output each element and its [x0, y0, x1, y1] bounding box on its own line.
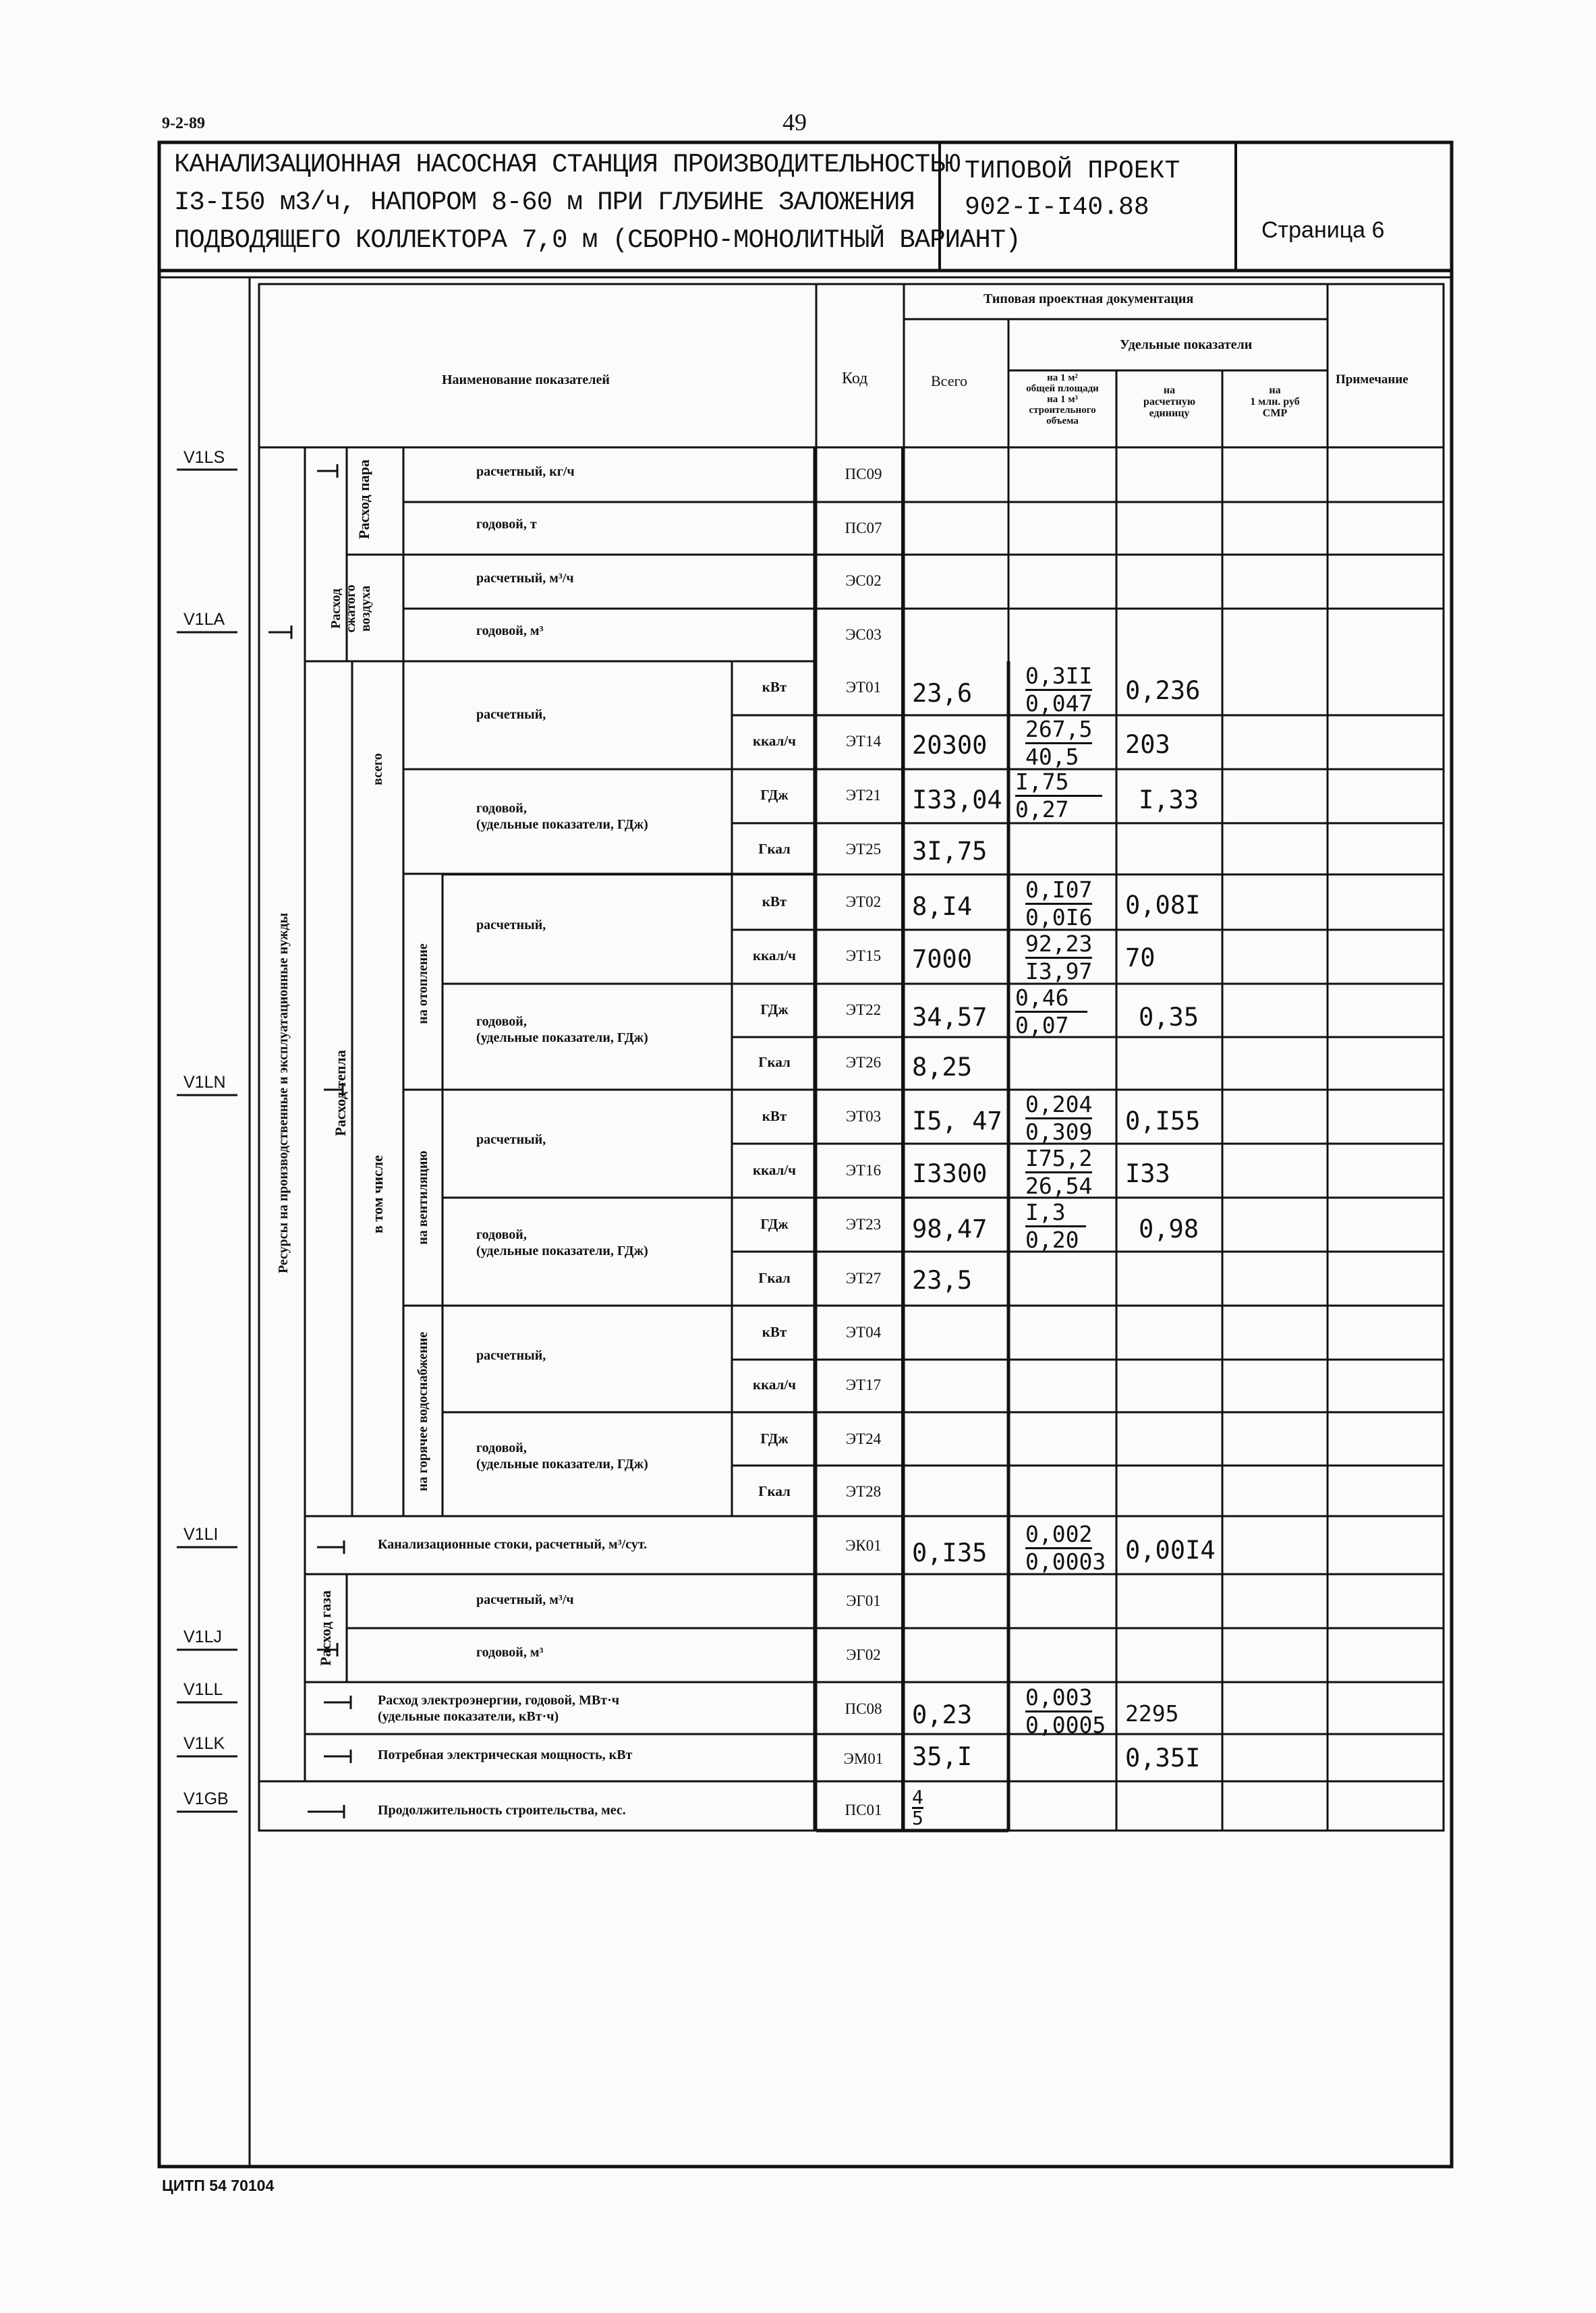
- code-cell: ЭТ21: [845, 787, 882, 804]
- code-cell: ЭТ26: [845, 1054, 882, 1071]
- code-cell: ЭТ22: [845, 1001, 882, 1018]
- row-label-steam-calc: расчетный, кг/ч: [476, 464, 575, 479]
- unit-gcal: Гкал: [758, 1270, 791, 1286]
- unit-gcal: Гкал: [758, 841, 791, 857]
- row-label-steam-year: годовой, т: [476, 517, 537, 532]
- side-code-v1la: V1LA: [183, 610, 225, 629]
- value-fraction: $\frac{I75,2}{26,54}$: [1025, 1145, 1093, 1199]
- value-per-unit: 0,08I: [1125, 891, 1201, 920]
- value-fraction: $\frac{0,46}{0,07}$: [1015, 985, 1103, 1038]
- row-label-air-year: годовой, м³: [476, 623, 544, 638]
- value-total: 23,6: [912, 679, 973, 708]
- row-label-duration: Продолжительность строительства, мес.: [378, 1803, 626, 1818]
- side-code-v1li: V1LI: [183, 1525, 219, 1544]
- row-label-power: Потребная электрическая мощность, кВт: [378, 1748, 633, 1762]
- value-per-unit: 2295: [1125, 1700, 1179, 1727]
- value-total: 35,I: [912, 1742, 973, 1771]
- code-cell: ЭТ25: [845, 841, 882, 858]
- value-per-unit: 0,I55: [1125, 1107, 1201, 1136]
- row-label-year: годовой, (удельные показатели, ГДж): [476, 1227, 648, 1258]
- value-per-unit: 0,98: [1139, 1215, 1199, 1244]
- code-cell: ПС09: [845, 466, 882, 482]
- group-resources: Ресурсы на производственные и эксплуатационные нужды: [276, 912, 291, 1274]
- code-cell: ЭТ24: [845, 1430, 882, 1447]
- code-cell: ЭГ01: [846, 1592, 881, 1609]
- value-total: 20300: [912, 731, 988, 760]
- code-cell: ПС08: [845, 1700, 882, 1717]
- row-label-calc: расчетный,: [476, 1132, 546, 1147]
- code-cell: ЭТ17: [845, 1376, 882, 1393]
- value-fraction: $\frac{0,003}{0,0005}$: [1025, 1684, 1106, 1738]
- column-header-per-unit: на расчетную единицу: [1143, 385, 1196, 419]
- series-number: 9-2-89: [162, 115, 205, 132]
- code-cell: ЭТ16: [845, 1162, 882, 1179]
- code-cell: ЭТ04: [845, 1324, 882, 1341]
- value-total: 0,I35: [912, 1538, 988, 1567]
- unit-kw: кВт: [762, 1108, 787, 1124]
- group-hot-water: на горячее водоснабжение: [416, 1331, 430, 1492]
- side-code-v1ln: V1LN: [183, 1073, 226, 1092]
- page-number: 49: [782, 109, 807, 136]
- value-total: 34,57: [912, 1003, 988, 1032]
- code-cell: ЭТ01: [845, 679, 882, 696]
- value-total: I3300: [912, 1159, 988, 1188]
- value-per-unit: 0,236: [1125, 676, 1201, 705]
- unit-gj: ГДж: [760, 787, 789, 803]
- group-heating: на отопление: [416, 943, 430, 1024]
- value-per-unit: 0,35: [1139, 1003, 1199, 1032]
- group-compressed-air: Расход сжатого воздуха: [329, 584, 373, 633]
- value-total: 7000: [912, 945, 973, 974]
- side-code-v1lk: V1LK: [183, 1734, 225, 1753]
- row-label-calc: расчетный,: [476, 918, 546, 932]
- group-heat: Расход тепла: [331, 1050, 349, 1136]
- code-cell: ЭТ15: [845, 947, 882, 964]
- column-header-name: Наименование показателей: [442, 372, 610, 387]
- column-header-code: Код: [842, 370, 868, 387]
- code-cell: ЭТ27: [845, 1270, 882, 1287]
- value-fraction: $\frac{267,5}{40,5}$: [1025, 716, 1093, 770]
- row-label-electricity: Расход электроэнергии, годовой, МВт·ч (удельные показатели, кВт·ч): [378, 1693, 620, 1724]
- unit-kw: кВт: [762, 893, 787, 910]
- row-label-year: годовой, (удельные показатели, ГДж): [476, 1441, 648, 1472]
- code-cell: ЭМ01: [843, 1750, 884, 1767]
- code-cell: ЭТ02: [845, 893, 882, 910]
- sheet-label: Страница 6: [1261, 217, 1385, 243]
- side-code-v1ls: V1LS: [183, 448, 225, 467]
- row-label-year: годовой, (удельные показатели, ГДж): [476, 801, 648, 832]
- code-cell: ЭТ23: [845, 1216, 882, 1233]
- value-per-unit: I33: [1125, 1159, 1170, 1188]
- unit-kw: кВт: [762, 679, 787, 695]
- unit-kcal: ккал/ч: [752, 947, 797, 964]
- row-label-air-calc: расчетный, м³/ч: [476, 571, 574, 586]
- unit-gcal: Гкал: [758, 1483, 791, 1499]
- column-header-documentation: Типовая проектная документация: [984, 291, 1194, 306]
- column-header-per-million-rub: на 1 млн. руб СМР: [1250, 385, 1300, 419]
- value-per-unit: 203: [1125, 730, 1170, 759]
- code-cell: ЭС03: [845, 626, 882, 643]
- unit-kcal: ккал/ч: [752, 1162, 797, 1178]
- value-fraction: $\frac{0,3II}{0,047}$: [1025, 663, 1093, 717]
- value-total: I5, 47: [912, 1107, 1002, 1136]
- value-total: I33,04: [912, 785, 1002, 814]
- row-label-gas-year: годовой, м³: [476, 1645, 544, 1660]
- value-per-unit: 0,35I: [1125, 1744, 1201, 1773]
- unit-kcal: ккал/ч: [752, 733, 797, 749]
- unit-gcal: Гкал: [758, 1054, 791, 1070]
- document-title-line-1: КАНАЛИЗАЦИОННАЯ НАСОСНАЯ СТАНЦИЯ ПРОИЗВОДИТЕЛЬНОСТЬЮ: [174, 150, 960, 179]
- group-gas: Расход газа: [316, 1590, 334, 1666]
- unit-gj: ГДж: [760, 1430, 789, 1447]
- unit-gj: ГДж: [760, 1216, 789, 1232]
- row-label-calc: расчетный,: [476, 1348, 546, 1363]
- value-fraction: $\frac{92,23}{I3,97}$: [1025, 930, 1093, 984]
- group-steam: Расход пара: [355, 459, 372, 539]
- document-title-line-3: ПОДВОДЯЩЕГО КОЛЛЕКТОРА 7,0 м (СБОРНО-МОНОЛИТНЫЙ ВАРИАНТ): [174, 225, 1021, 255]
- value-per-unit: I,33: [1139, 785, 1199, 814]
- group-ventilation: на вентиляцию: [416, 1150, 430, 1245]
- unit-kcal: ккал/ч: [752, 1376, 797, 1393]
- value-total: 98,47: [912, 1215, 988, 1244]
- column-header-note: Примечание: [1336, 372, 1408, 387]
- row-label-gas-calc: расчетный, м³/ч: [476, 1592, 574, 1607]
- code-cell: ЭГ02: [846, 1646, 881, 1663]
- value-fraction: $\frac{0,002}{0,0003}$: [1025, 1521, 1106, 1575]
- value-total: 23,5: [912, 1266, 973, 1295]
- value-fraction: $\frac{0,I07}{0,0I6}$: [1025, 876, 1093, 930]
- side-code-v1gb: V1GB: [183, 1789, 229, 1808]
- row-label-calc: расчетный,: [476, 707, 546, 722]
- value-fraction: $\frac{I,3}{0,20}$: [1025, 1200, 1113, 1253]
- code-cell: ЭТ28: [845, 1483, 882, 1500]
- code-cell: ЭТ03: [845, 1108, 882, 1125]
- column-header-specific: Удельные показатели: [1120, 337, 1253, 352]
- value-fraction: $\frac{I,75}{0,27}$: [1015, 769, 1103, 823]
- value-per-unit: 0,00I4: [1125, 1536, 1216, 1565]
- value-per-unit: 70: [1125, 943, 1156, 972]
- document-title-line-2: I3-I50 м3/ч, НАПОРОМ 8-60 м ПРИ ГЛУБИНЕ ЗАЛОЖЕНИЯ: [174, 188, 915, 217]
- column-header-total: Всего: [931, 372, 967, 389]
- value-total: 8,25: [912, 1053, 973, 1082]
- project-number: 902-I-I40.88: [965, 193, 1149, 222]
- code-cell: ЭТ14: [845, 733, 882, 750]
- side-code-v1ll: V1LL: [183, 1680, 223, 1699]
- value-total: 0,23: [912, 1700, 973, 1729]
- group-including: в том числе: [368, 1155, 386, 1233]
- footer-stamp: ЦИТП 54 70104: [162, 2177, 275, 2194]
- value-total: 8,I4: [912, 892, 973, 921]
- unit-kw: кВт: [762, 1324, 787, 1340]
- unit-gj: ГДж: [760, 1001, 789, 1018]
- value-total: 3I,75: [912, 837, 988, 866]
- value-fraction: $\frac{4}{5}$: [912, 1786, 923, 1829]
- row-label-year: годовой, (удельные показатели, ГДж): [476, 1014, 648, 1045]
- code-cell: ПС07: [845, 520, 882, 536]
- column-header-per-m2: на 1 м² общей площади на 1 м³ строительного объема: [1026, 372, 1099, 426]
- value-fraction: $\frac{0,204}{0,309}$: [1025, 1091, 1093, 1145]
- code-cell: ЭС02: [845, 572, 882, 589]
- project-label: ТИПОВОЙ ПРОЕКТ: [965, 157, 1180, 186]
- code-cell: ЭК01: [845, 1537, 882, 1554]
- code-cell: ПС01: [845, 1802, 882, 1818]
- row-label-sewage: Канализационные стоки, расчетный, м³/сут.: [378, 1537, 648, 1552]
- group-heat-total: всего: [370, 753, 385, 785]
- side-code-v1lj: V1LJ: [183, 1627, 222, 1646]
